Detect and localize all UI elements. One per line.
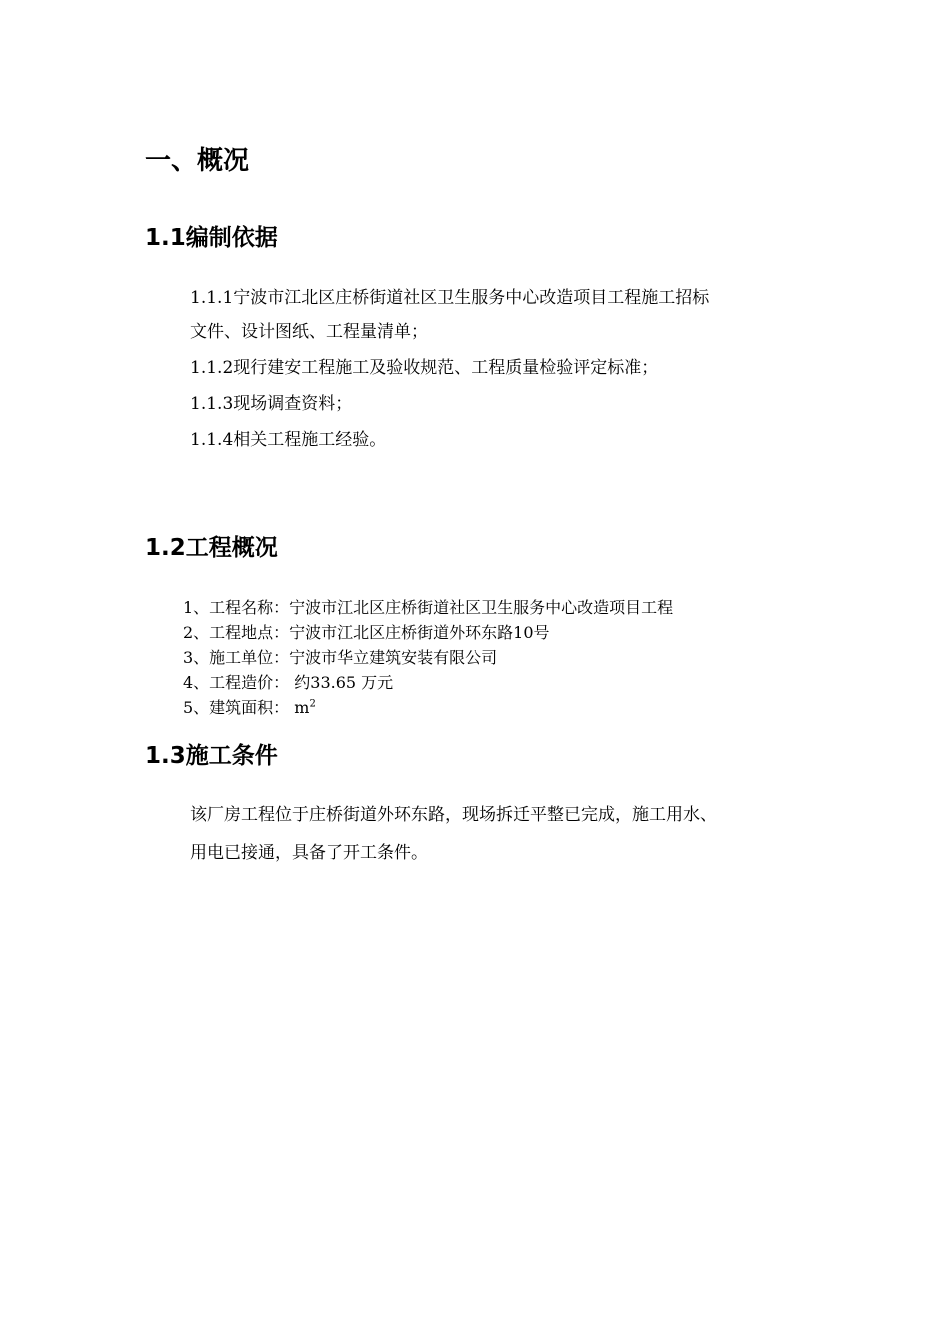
overview-area-text: 5、建筑面积： m [183,698,310,717]
conditions-line-1: 该厂房工程位于庄桥街道外环东路，现场拆迁平整已完成，施工用水、 [190,805,717,825]
basis-line-3: 1.1.3现场调查资料； [190,394,353,414]
overview-contractor: 3、施工单位：宁波市华立建筑安装有限公司 [183,648,498,667]
conditions-line-2: 用电已接通，具备了开工条件。 [190,843,428,863]
overview-project-name: 1、工程名称：宁波市江北区庄桥街道社区卫生服务中心改造项目工程 [183,598,674,617]
basis-line-1: 1.1.1宁波市江北区庄桥街道社区卫生服务中心改造项目工程施工招标 [190,288,710,308]
chapter-heading: 一、概况 [145,146,250,176]
overview-area [183,696,316,720]
basis-line-1-cont: 文件、设计图纸、工程量清单； [190,322,428,342]
basis-line-4: 1.1.4相关工程施工经验。 [190,430,387,450]
section-title-overview: 1.2工程概况 [145,535,278,561]
section-title-conditions: 1.3施工条件 [145,743,278,769]
basis-line-2: 1.1.2现行建安工程施工及验收规范、工程质量检验评定标准； [190,358,659,378]
area-unit-superscript: 2 [309,698,316,710]
overview-cost: 4、工程造价： 约33.65 万元 [183,673,394,692]
overview-project-location: 2、工程地点：宁波市江北区庄桥街道外环东路10号 [183,623,550,642]
section-title-basis: 1.1编制依据 [145,225,278,251]
